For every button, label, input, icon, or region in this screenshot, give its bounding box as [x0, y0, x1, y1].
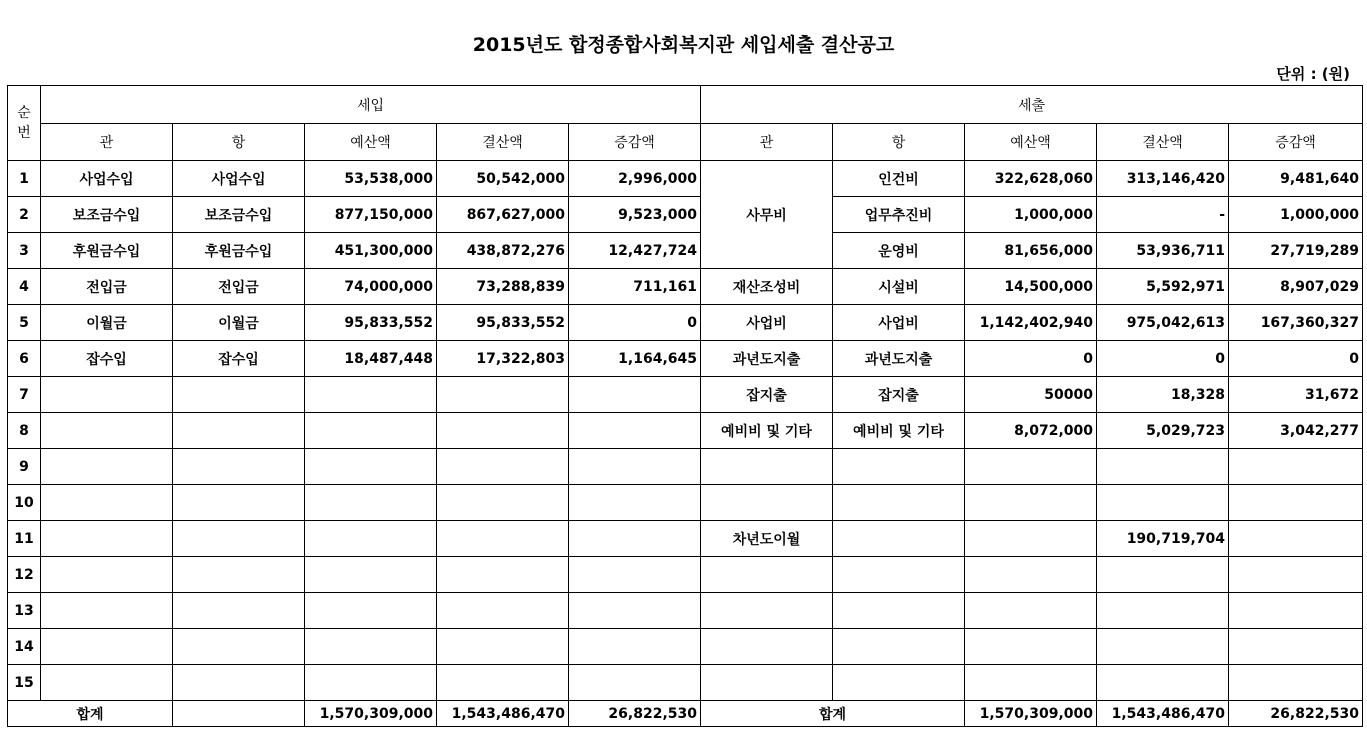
- income-gwan: [41, 413, 173, 449]
- income-budget: [305, 521, 437, 557]
- expense-total-diff: 26,822,530: [1229, 701, 1363, 727]
- income-budget-header: 예산액: [305, 124, 437, 161]
- income-budget: [305, 377, 437, 413]
- expense-hang: 사업비: [833, 305, 965, 341]
- expense-budget: 0: [965, 341, 1097, 377]
- income-gwan: 후원금수입: [41, 233, 173, 269]
- income-gwan: [41, 449, 173, 485]
- income-budget: 53,538,000: [305, 161, 437, 197]
- header-row-columns: [8, 124, 1363, 161]
- income-gwan: 사업수입: [41, 161, 173, 197]
- income-hang: [173, 449, 305, 485]
- expense-hang: 운영비: [833, 233, 965, 269]
- expense-settled-header: 결산액: [1097, 124, 1229, 161]
- income-settled: [437, 485, 569, 521]
- expense-hang: 과년도지출: [833, 341, 965, 377]
- expense-budget: [965, 593, 1097, 629]
- income-settled: 438,872,276: [437, 233, 569, 269]
- income-settled: 17,322,803: [437, 341, 569, 377]
- income-budget: [305, 593, 437, 629]
- table-row: [8, 233, 1363, 269]
- income-diff: 2,996,000: [569, 161, 701, 197]
- expense-budget-header: 예산액: [965, 124, 1097, 161]
- row-number: 11: [8, 521, 41, 557]
- income-diff: [569, 449, 701, 485]
- expense-settled: 53,936,711: [1097, 233, 1229, 269]
- income-diff: [569, 665, 701, 701]
- seq-header-bottom: 번: [17, 125, 31, 141]
- row-number: 12: [8, 557, 41, 593]
- expense-budget: [965, 665, 1097, 701]
- expense-diff: 9,481,640: [1229, 161, 1363, 197]
- expense-settled: [1097, 485, 1229, 521]
- seq-header: [8, 86, 41, 161]
- expense-settled: [1097, 629, 1229, 665]
- income-diff-header: 증감액: [569, 124, 701, 161]
- expense-diff: [1229, 485, 1363, 521]
- expense-settled: 0: [1097, 341, 1229, 377]
- expense-budget: 1,000,000: [965, 197, 1097, 233]
- income-gwan: [41, 557, 173, 593]
- row-number: 3: [8, 233, 41, 269]
- table-row: [8, 305, 1363, 341]
- income-diff: [569, 377, 701, 413]
- income-gwan: [41, 521, 173, 557]
- expense-diff: [1229, 665, 1363, 701]
- income-settled-header: 결산액: [437, 124, 569, 161]
- expense-budget: 8,072,000: [965, 413, 1097, 449]
- income-hang: 이월금: [173, 305, 305, 341]
- table-row: [8, 557, 1363, 593]
- income-diff: [569, 485, 701, 521]
- expense-gwan: 잡지출: [701, 377, 833, 413]
- income-gwan: 이월금: [41, 305, 173, 341]
- table-row: [8, 629, 1363, 665]
- expense-hang: [833, 485, 965, 521]
- table-row: [8, 593, 1363, 629]
- expense-hang: 인건비: [833, 161, 965, 197]
- page-title: 2015년도 합정종합사회복지관 세입세출 결산공고: [472, 34, 895, 56]
- expense-settled: 5,029,723: [1097, 413, 1229, 449]
- income-settled: [437, 377, 569, 413]
- expense-gwan-office: 사무비: [701, 161, 833, 269]
- header-row-sections: [8, 86, 1363, 124]
- expense-budget: 322,628,060: [965, 161, 1097, 197]
- expense-budget: [965, 449, 1097, 485]
- row-number: 1: [8, 161, 41, 197]
- income-hang: [173, 593, 305, 629]
- total-row: [8, 701, 1363, 727]
- income-budget: [305, 449, 437, 485]
- row-number: 8: [8, 413, 41, 449]
- expense-settled: [1097, 593, 1229, 629]
- income-total-diff: 26,822,530: [569, 701, 701, 727]
- income-gwan-header: 관: [41, 124, 173, 161]
- income-budget: 451,300,000: [305, 233, 437, 269]
- income-hang: 후원금수입: [173, 233, 305, 269]
- expense-settled: [1097, 449, 1229, 485]
- income-settled: [437, 593, 569, 629]
- expense-diff-header: 증감액: [1229, 124, 1363, 161]
- income-section-header: 세입: [41, 86, 701, 124]
- expense-gwan: [701, 665, 833, 701]
- income-diff: [569, 521, 701, 557]
- expense-settled: -: [1097, 197, 1229, 233]
- income-hang: [173, 377, 305, 413]
- expense-diff: 1,000,000: [1229, 197, 1363, 233]
- income-settled: [437, 413, 569, 449]
- table-row: [8, 413, 1363, 449]
- expense-hang: 예비비 및 기타: [833, 413, 965, 449]
- expense-settled: 975,042,613: [1097, 305, 1229, 341]
- income-total-settled: 1,543,486,470: [437, 701, 569, 727]
- income-settled: [437, 629, 569, 665]
- income-settled: 867,627,000: [437, 197, 569, 233]
- expense-diff: [1229, 557, 1363, 593]
- settlement-table: [7, 85, 1363, 727]
- income-budget: [305, 665, 437, 701]
- income-diff: 12,427,724: [569, 233, 701, 269]
- expense-hang: [833, 557, 965, 593]
- income-budget: 877,150,000: [305, 197, 437, 233]
- expense-diff: 3,042,277: [1229, 413, 1363, 449]
- income-total-label: 합계: [8, 701, 173, 727]
- table-row: [8, 449, 1363, 485]
- expense-budget: [965, 557, 1097, 593]
- expense-gwan: [701, 629, 833, 665]
- row-number: 15: [8, 665, 41, 701]
- income-diff: 711,161: [569, 269, 701, 305]
- seq-header-top: 순: [17, 105, 31, 121]
- income-hang: [173, 521, 305, 557]
- income-hang-header: 항: [173, 124, 305, 161]
- income-hang: 전입금: [173, 269, 305, 305]
- income-settled: [437, 557, 569, 593]
- expense-diff: 0: [1229, 341, 1363, 377]
- income-diff: 1,164,645: [569, 341, 701, 377]
- expense-gwan: [701, 449, 833, 485]
- expense-section-header: 세출: [701, 86, 1363, 124]
- expense-diff: 8,907,029: [1229, 269, 1363, 305]
- expense-budget: [965, 485, 1097, 521]
- income-hang: [173, 665, 305, 701]
- expense-gwan: [701, 557, 833, 593]
- table-row: [8, 485, 1363, 521]
- income-gwan: [41, 593, 173, 629]
- expense-diff: 167,360,327: [1229, 305, 1363, 341]
- expense-budget: 14,500,000: [965, 269, 1097, 305]
- income-budget: [305, 629, 437, 665]
- income-hang: [173, 557, 305, 593]
- income-total-blank: [173, 701, 305, 727]
- expense-hang: [833, 449, 965, 485]
- income-settled: [437, 665, 569, 701]
- income-settled: [437, 449, 569, 485]
- row-number: 14: [8, 629, 41, 665]
- income-total-budget: 1,570,309,000: [305, 701, 437, 727]
- row-number: 10: [8, 485, 41, 521]
- table-row: [8, 341, 1363, 377]
- expense-budget: 1,142,402,940: [965, 305, 1097, 341]
- income-hang: [173, 413, 305, 449]
- expense-gwan: 사업비: [701, 305, 833, 341]
- expense-hang: [833, 593, 965, 629]
- expense-settled: 18,328: [1097, 377, 1229, 413]
- expense-hang: 업무추진비: [833, 197, 965, 233]
- expense-hang: 시설비: [833, 269, 965, 305]
- table-row: [8, 161, 1363, 197]
- income-budget: 18,487,448: [305, 341, 437, 377]
- income-budget: 95,833,552: [305, 305, 437, 341]
- expense-gwan: 과년도지출: [701, 341, 833, 377]
- income-gwan: [41, 485, 173, 521]
- income-hang: [173, 629, 305, 665]
- income-diff: [569, 629, 701, 665]
- expense-total-budget: 1,570,309,000: [965, 701, 1097, 727]
- income-hang: [173, 485, 305, 521]
- income-diff: [569, 557, 701, 593]
- expense-settled: 313,146,420: [1097, 161, 1229, 197]
- expense-hang: [833, 665, 965, 701]
- expense-settled: 190,719,704: [1097, 521, 1229, 557]
- expense-total-label: 합계: [701, 701, 965, 727]
- expense-hang-header: 항: [833, 124, 965, 161]
- table-row: [8, 269, 1363, 305]
- table-row: [8, 377, 1363, 413]
- row-number: 4: [8, 269, 41, 305]
- expense-hang: 잡지출: [833, 377, 965, 413]
- income-budget: 74,000,000: [305, 269, 437, 305]
- row-number: 6: [8, 341, 41, 377]
- row-number: 5: [8, 305, 41, 341]
- income-budget: [305, 413, 437, 449]
- expense-diff: [1229, 521, 1363, 557]
- income-gwan: [41, 665, 173, 701]
- expense-settled: [1097, 665, 1229, 701]
- expense-budget: [965, 521, 1097, 557]
- income-diff: [569, 593, 701, 629]
- expense-gwan: 예비비 및 기타: [701, 413, 833, 449]
- row-number: 9: [8, 449, 41, 485]
- income-gwan: [41, 377, 173, 413]
- row-number: 2: [8, 197, 41, 233]
- income-settled: [437, 521, 569, 557]
- income-diff: 9,523,000: [569, 197, 701, 233]
- expense-gwan-header: 관: [701, 124, 833, 161]
- income-hang: 잡수입: [173, 341, 305, 377]
- expense-total-settled: 1,543,486,470: [1097, 701, 1229, 727]
- table-row: [8, 197, 1363, 233]
- income-diff: 0: [569, 305, 701, 341]
- table-row: [8, 521, 1363, 557]
- income-settled: 73,288,839: [437, 269, 569, 305]
- expense-diff: 31,672: [1229, 377, 1363, 413]
- income-hang: 보조금수입: [173, 197, 305, 233]
- income-budget: [305, 557, 437, 593]
- income-settled: 50,542,000: [437, 161, 569, 197]
- expense-diff: [1229, 593, 1363, 629]
- income-gwan: [41, 629, 173, 665]
- income-gwan: 전입금: [41, 269, 173, 305]
- table-row: [8, 665, 1363, 701]
- row-number: 7: [8, 377, 41, 413]
- expense-gwan: 재산조성비: [701, 269, 833, 305]
- expense-diff: [1229, 449, 1363, 485]
- income-gwan: 보조금수입: [41, 197, 173, 233]
- expense-gwan: 차년도이월: [701, 521, 833, 557]
- expense-gwan: [701, 485, 833, 521]
- expense-diff: [1229, 629, 1363, 665]
- row-number: 13: [8, 593, 41, 629]
- expense-gwan: [701, 593, 833, 629]
- income-budget: [305, 485, 437, 521]
- expense-settled: [1097, 557, 1229, 593]
- expense-settled: 5,592,971: [1097, 269, 1229, 305]
- income-gwan: 잡수입: [41, 341, 173, 377]
- income-diff: [569, 413, 701, 449]
- expense-diff: 27,719,289: [1229, 233, 1363, 269]
- expense-hang: [833, 521, 965, 557]
- income-hang: 사업수입: [173, 161, 305, 197]
- expense-budget: 81,656,000: [965, 233, 1097, 269]
- income-settled: 95,833,552: [437, 305, 569, 341]
- expense-budget: [965, 629, 1097, 665]
- expense-budget: 50000: [965, 377, 1097, 413]
- expense-hang: [833, 629, 965, 665]
- unit-label: 단위 : (원): [1276, 65, 1350, 83]
